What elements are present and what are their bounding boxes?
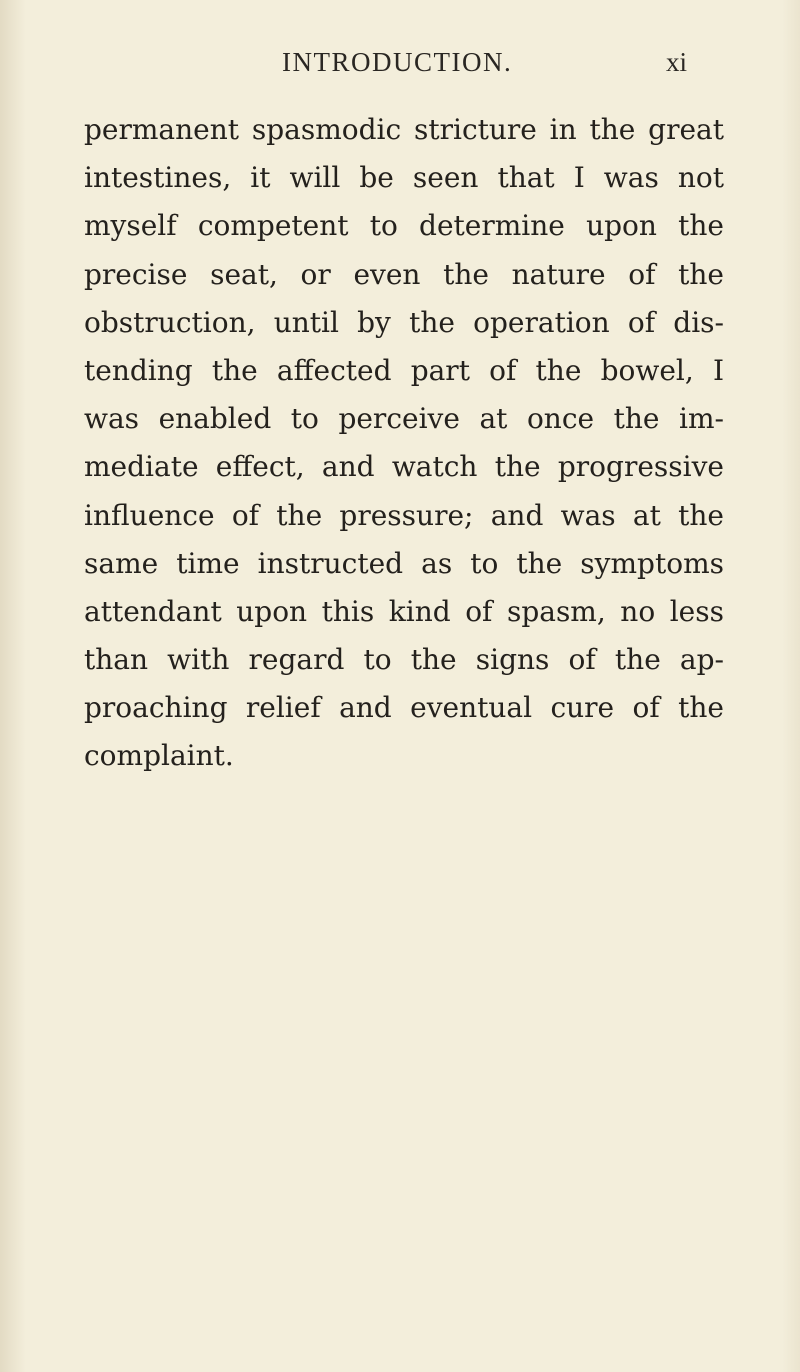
page-number: xi bbox=[666, 47, 688, 77]
text-line: than with regard to the signs of the ap- bbox=[84, 643, 724, 677]
text-line: obstruction, until by the operation of dis- bbox=[84, 305, 724, 339]
text-line: mediate effect, and watch the progressive bbox=[84, 450, 724, 484]
text-line: influence of the pressure; and was at the bbox=[84, 498, 724, 532]
text-line: same time instructed as to the symptoms bbox=[84, 546, 724, 580]
text-line: tending the affected part of the bowel, I bbox=[84, 353, 724, 387]
running-title: INTRODUCTION. bbox=[282, 47, 513, 77]
text-line: myself competent to determine upon the bbox=[84, 209, 724, 243]
text-line: attendant upon this kind of spasm, no less bbox=[84, 594, 724, 628]
text-line: precise seat, or even the nature of the bbox=[84, 257, 724, 291]
text-line: permanent spasmodic stricture in the great bbox=[84, 113, 724, 146]
text-line: complaint. bbox=[84, 739, 234, 773]
body-paragraph bbox=[84, 106, 724, 781]
text-line: proaching relief and eventual cure of the bbox=[84, 691, 724, 725]
text-line: was enabled to perceive at once the im- bbox=[84, 402, 724, 436]
running-head bbox=[0, 47, 800, 87]
text-line: intestines, it will be seen that I was not bbox=[84, 161, 724, 195]
